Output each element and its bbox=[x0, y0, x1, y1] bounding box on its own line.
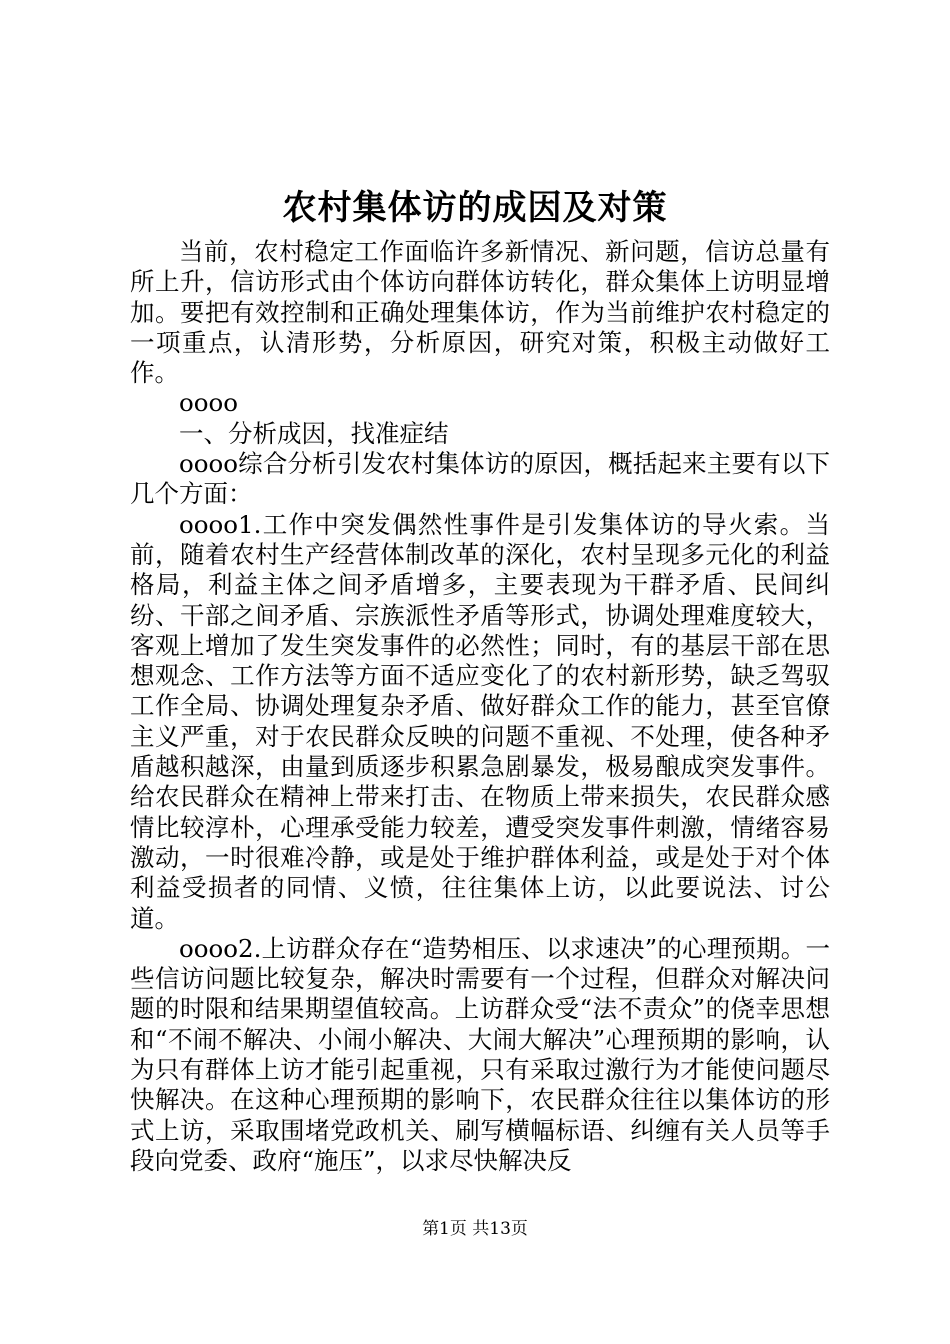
document-body bbox=[130, 237, 830, 1176]
paragraph-point-1: oooo1.工作中突发偶然性事件是引发集体访的导火索。当前，随着农村生产经营体制改革的深化，农村呈现多元化的利益格局，利益主体之间矛盾增多，主要表现为干群矛盾、民间纠纷、干部之间矛盾、宗族派性矛盾等形式，协调处理难度较大，客观上增加了发生突发事件的必然性；同时，有的基层干部在思想观念、工作方法等方面不适应变化了的农村新形势，缺乏驾驭工作全局、协调处理复杂矛盾、做好群众工作的能力，甚至官僚主义严重，对于农民群众反映的问题不重视、不处理，使各种矛盾越积越深，由量到质逐步积累急剧暴发，极易酿成突发事件。给农民群众在精神上带来打击、在物质上带来损失，农民群众感情比较淳朴，心理承受能力较差，遭受突发事件刺激，情绪容易激动，一时很难冷静，或是处于维护群体利益，或是处于对个体利益受损者的同情、义愤，往往集体上访，以此要说法、讨公道。 bbox=[130, 509, 830, 933]
document-title: 农村集体访的成因及对策 bbox=[282, 188, 668, 228]
paragraph-point-2: oooo2.上访群众存在“造势相压、以求速决”的心理预期。一些信访问题比较复杂，解决时需要有一个过程，但群众对解决问题的时限和结果期望值较高。上访群众受“法不责众”的侥幸思想和“不闹不解决、小闹小解决、大闹大解决”心理预期的影响，认为只有群体上访才能引起重视，只有采取过激行为才能使问题尽快解决。在这种心理预期的影响下，农民群众往往以集体访的形式上访，采取围堵党政机关、刷写横幅标语、纠缠有关人员等手段向党委、政府“施压”，以求尽快解决反 bbox=[130, 933, 830, 1175]
paragraph-placeholder: oooo bbox=[179, 388, 239, 418]
paragraph-intro: 当前，农村稳定工作面临许多新情况、新问题，信访总量有所上升，信访形式由个体访向群体访转化，群众集体上访明显增加。要把有效控制和正确处理集体访，作为当前维护农村稳定的一项重点，认清形势，分析原因，研究对策，积极主动做好工作。 bbox=[130, 237, 830, 388]
section-heading: 一、分析成因，找准症结 bbox=[179, 418, 449, 448]
page-footer: 第1页 共13页 bbox=[422, 1219, 528, 1239]
paragraph-summary: oooo综合分析引发农村集体访的原因，概括起来主要有以下几个方面： bbox=[130, 449, 830, 509]
